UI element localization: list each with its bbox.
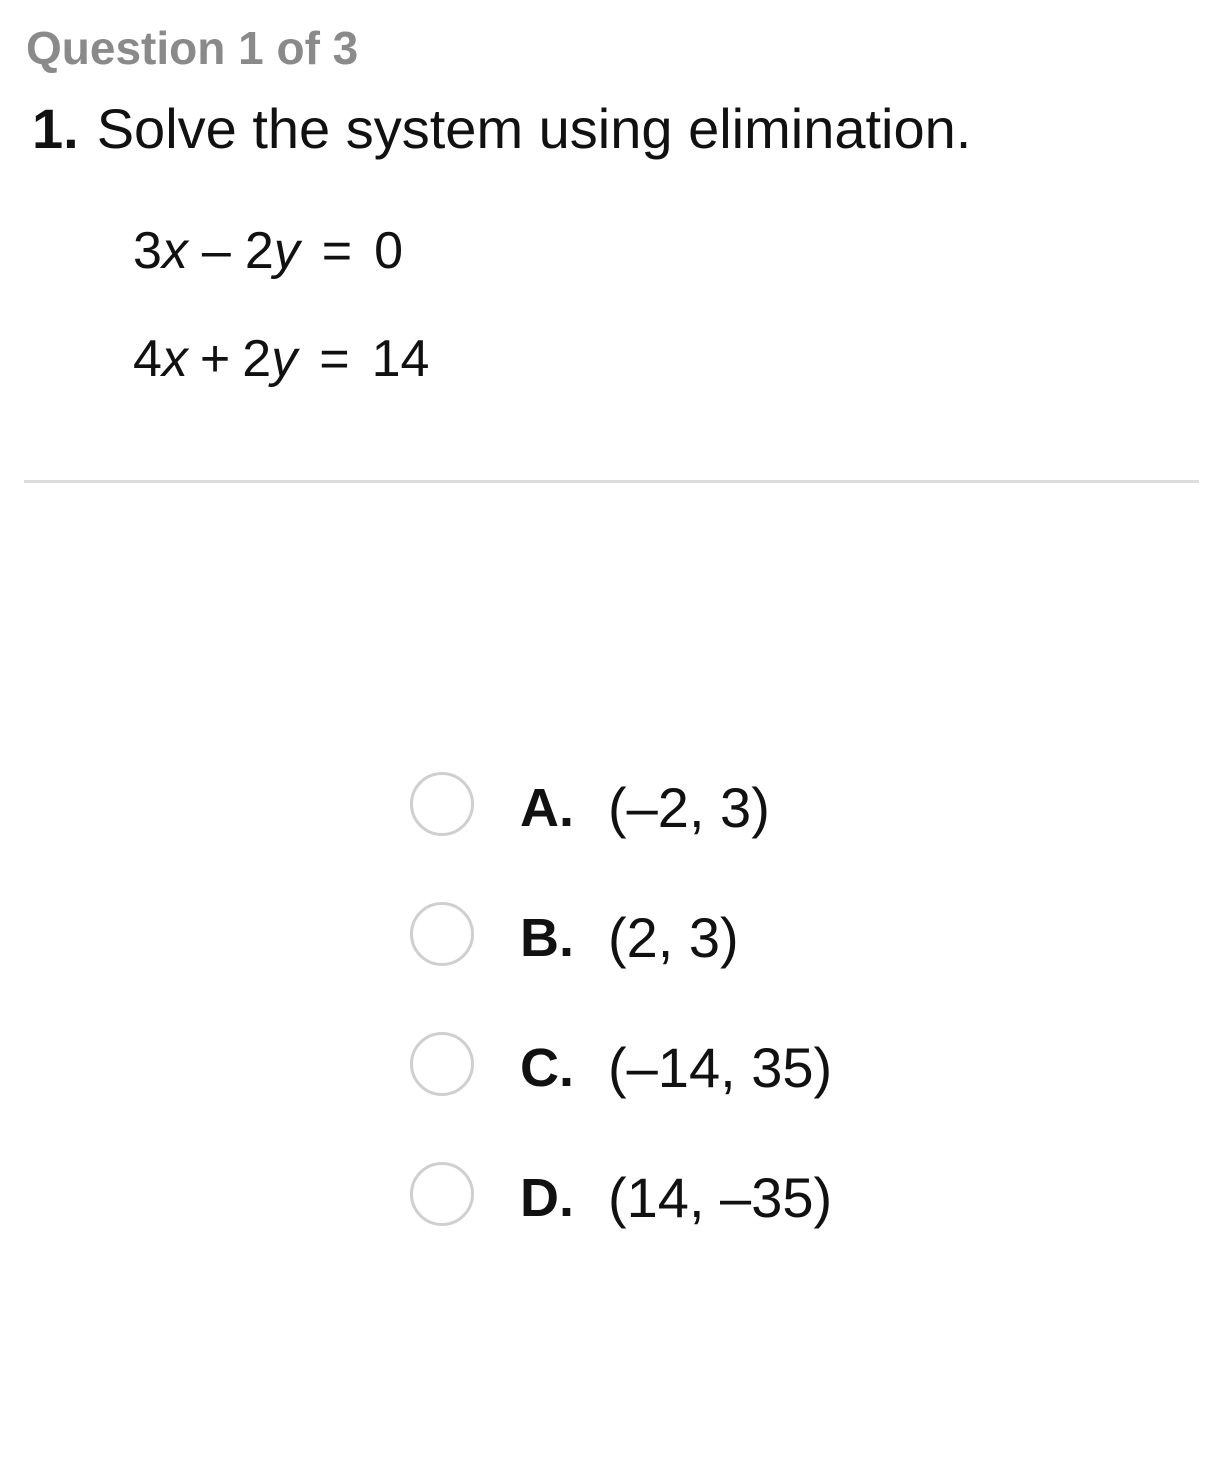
choice-a-letter: A. [520,778,574,838]
equation-1-operator: – [201,222,231,280]
equation-1-equals: = [321,222,353,280]
choice-b[interactable] [410,902,930,972]
question-prompt [32,96,971,162]
choice-a[interactable] [410,772,930,842]
equation-2-var-x: x [161,330,188,388]
radio-button-a[interactable] [410,772,474,836]
radio-button-c[interactable] [410,1032,474,1096]
equation-1-coef-x: 3 [133,222,162,280]
equation-2-equals: = [319,330,350,388]
answer-choices [410,772,930,1292]
equation-1-var-y: y [273,222,300,280]
choice-d-letter: D. [520,1168,574,1228]
question-counter: Question 1 of 3 [26,22,359,74]
equation-2-rhs: 14 [371,330,430,388]
choice-c-letter: C. [520,1038,574,1098]
choice-a-text: (–2, 3) [608,776,770,839]
choice-b-text: (2, 3) [608,906,739,969]
divider [24,480,1199,483]
equation-2-operator: + [199,330,231,388]
choice-c-text: (–14, 35) [608,1036,833,1099]
equation-1-coef-y: 2 [244,222,274,280]
radio-button-d[interactable] [410,1162,474,1226]
equation-2-var-y: y [271,330,298,388]
equation-2 [133,328,429,390]
equation-2-coef-x: 4 [133,330,162,388]
choice-c[interactable] [410,1032,930,1102]
equation-2-coef-y: 2 [242,330,272,388]
choice-d[interactable] [410,1162,930,1232]
equation-1 [133,220,403,282]
choice-b-letter: B. [520,908,574,968]
equation-1-var-x: x [161,222,188,280]
choice-d-text: (14, –35) [608,1166,833,1229]
radio-button-b[interactable] [410,902,474,966]
equation-1-rhs: 0 [374,222,404,280]
question-number: 1. [32,97,79,160]
question-text: Solve the system using elimination. [96,97,972,160]
